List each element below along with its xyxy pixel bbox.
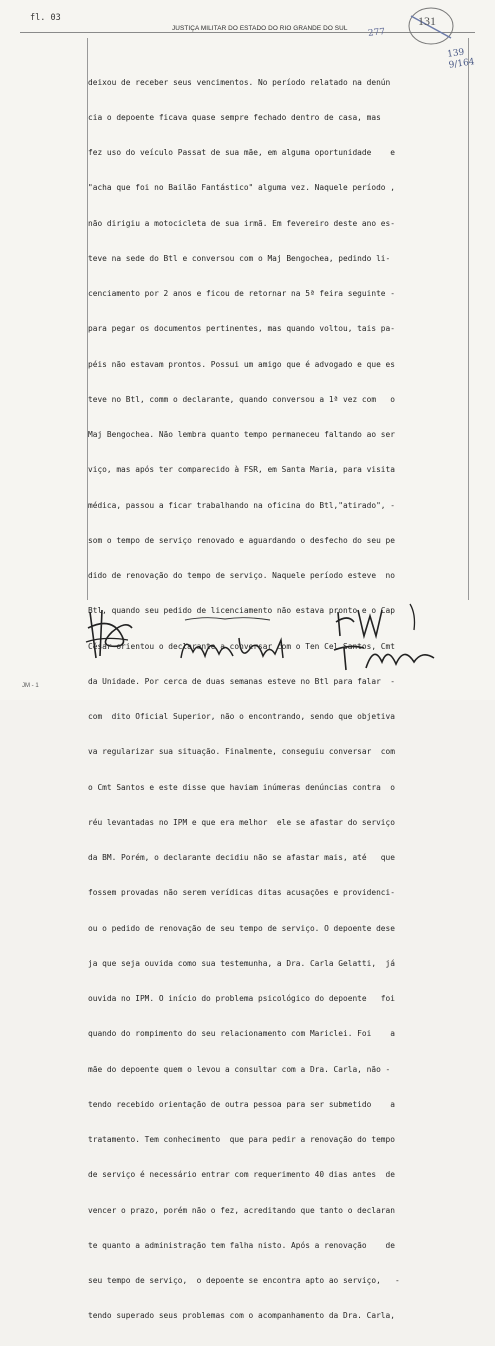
- text-line: dido de renovação do tempo de serviço. Naquele período esteve no: [88, 571, 395, 580]
- text-line: ja que seja ouvida como sua testemunha, a Dra. Carla Gelatti, já: [88, 958, 395, 968]
- margin-note-139: 139: [446, 47, 466, 60]
- right-margin-rule: [468, 38, 469, 600]
- text-line: com dito Oficial Superior, não o encontrando, sendo que objetiva: [88, 712, 395, 721]
- signature-middle: [175, 610, 305, 670]
- page-number: fl. 03: [30, 13, 61, 23]
- text-line: não dirigiu a motocicleta de sua irmã. Em fevereiro deste ano es-: [88, 218, 395, 228]
- text-line: mãe do depoente quem o levou a consultar com a Dra. Carla, não -: [88, 1064, 391, 1074]
- text-line: ouvida no IPM. O início do problema psicológico do depoente foi: [88, 994, 395, 1003]
- text-line: viço, mas após ter comparecido à FSR, em Santa Maria, para visita: [88, 465, 395, 475]
- text-line: péis não estavam prontos. Possui um amigo que é advogado e que es: [88, 359, 395, 369]
- text-line: da BM. Porém, o declarante decidiu não se afastar mais, até que: [88, 853, 395, 862]
- text-line: tendo superado seus problemas com o acompanhamento da Dra. Carla,: [88, 1311, 395, 1321]
- stamp-number: 131: [418, 14, 436, 28]
- text-line: fez uso do veículo Passat de sua mãe, em alguma oportunidade e: [88, 148, 395, 157]
- text-line: César orientou o declarante a conversar com o Ten Cel Santos, Cmt: [88, 641, 395, 651]
- text-line: fossem provadas não serem verídicas ditas acusações e providenci-: [88, 888, 395, 898]
- margin-note-9-164: 9/164: [448, 57, 476, 71]
- text-line: Btl, quando seu pedido de licenciamento não estava pronto e o Cap: [88, 606, 395, 616]
- text-line: deixou de receber seus vencimentos. No período relatado na denún: [88, 77, 391, 87]
- form-code: JM - 1: [22, 683, 39, 689]
- text-line: vencer o prazo, porém não o fez, acreditando que tanto o declaran: [88, 1205, 395, 1215]
- text-line: de serviço é necessário entrar com requerimento 40 dias antes de: [88, 1170, 395, 1180]
- text-line: tendo recebido orientação de outra pessoa para ser submetido a: [88, 1099, 395, 1109]
- text-line: réu levantadas no IPM e que era melhor ele se afastar do serviço: [88, 817, 395, 827]
- text-line: médica, passou a ficar trabalhando na oficina do Btl,"atirado", -: [88, 500, 395, 510]
- text-line: tratamento. Tem conhecimento que para pedir a renovação do tempo: [88, 1135, 395, 1144]
- text-line: cenciamento por 2 anos e ficou de retornar na 5ª feira seguinte -: [88, 289, 395, 298]
- signature-right: [330, 600, 450, 672]
- text-line: da Unidade. Por cerca de duas semanas esteve no Btl para falar -: [88, 676, 395, 686]
- text-line: som o tempo de serviço renovado e aguardando o desfecho do seu pe: [88, 535, 395, 545]
- text-line: o Cmt Santos e este disse que haviam inúmeras denúncias contra o: [88, 782, 395, 792]
- text-line: para pegar os documentos pertinentes, mas quando voltou, tais pa-: [88, 324, 395, 334]
- text-line: te quanto a administração tem falha nisto. Após a renovação de: [88, 1240, 395, 1250]
- testimony-text: [88, 53, 464, 1346]
- text-line: "acha que foi no Bailão Fantástico" alguma vez. Naquele período ,: [88, 183, 395, 193]
- text-line: va regularizar sua situação. Finalmente, conseguiu conversar com: [88, 747, 395, 757]
- text-line: teve na sede do Btl e conversou com o Maj Bengochea, pedindo li-: [88, 253, 391, 263]
- text-line: cia o depoente ficava quase sempre fechado dentro de casa, mas: [88, 112, 381, 122]
- court-header: JUSTIÇA MILITAR DO ESTADO DO RIO GRANDE DO SUL: [172, 25, 348, 32]
- text-line: seu tempo de serviço, o depoente se encontra apto ao serviço, -: [88, 1276, 400, 1285]
- text-line: quando do rompimento do seu relacionamento com Mariclei. Foi a: [88, 1029, 395, 1039]
- text-line: ou o pedido de renovação de seu tempo de serviço. O depoente dese: [88, 923, 395, 933]
- signature-left: [82, 606, 140, 664]
- margin-note-277: 277: [367, 27, 386, 39]
- text-line: teve no Btl, comm o declarante, quando conversou a 1ª vez com o: [88, 394, 395, 404]
- text-line: Maj Bengochea. Não lembra quanto tempo permaneceu faltando ao ser: [88, 430, 395, 439]
